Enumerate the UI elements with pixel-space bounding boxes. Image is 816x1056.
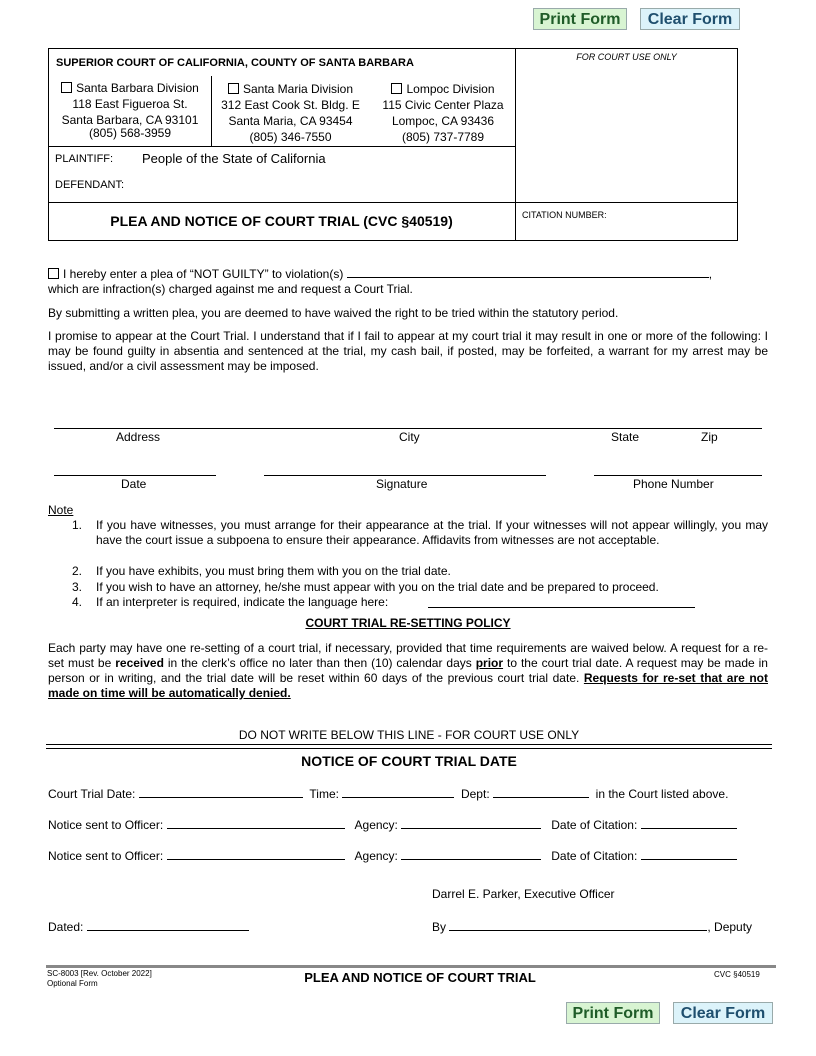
city-label: City xyxy=(399,430,420,444)
division-lompoc: Lompoc Division 115 Civic Center Plaza Lompoc, CA 93436 (805) 737-7789 xyxy=(382,82,504,144)
date-line[interactable] xyxy=(54,475,216,476)
trial-time-field[interactable] xyxy=(342,787,454,798)
court-use-label: FOR COURT USE ONLY xyxy=(576,52,677,62)
print-form-button[interactable]: Print Form xyxy=(566,1002,660,1024)
defendant-label: DEFENDANT: xyxy=(55,179,125,191)
plea-line: I hereby enter a plea of “NOT GUILTY” to violation(s) , xyxy=(48,267,773,281)
agency-field[interactable] xyxy=(401,818,541,829)
signature-label: Signature xyxy=(376,477,428,491)
note-item: If an interpreter is required, indicate the language here: xyxy=(96,595,389,609)
promise-text: I promise to appear at the Court Trial. I understand that if I fail to appear at my court trial it may result in one or more of the following: I may be found guilty in absentia and sentenced at the trial, my cash bail, if posted, may be forfeited, a warrant for my arrest may be issued, and/or a civil assessment may be imposed. xyxy=(48,329,768,373)
plea-line-2: which are infraction(s) charged against me and request a Court Trial. xyxy=(48,282,413,296)
phone-line[interactable] xyxy=(594,475,762,476)
trial-date-field[interactable] xyxy=(139,787,303,798)
date-label: Date xyxy=(121,477,147,491)
address-label: Address xyxy=(116,430,161,444)
footer-code: CVC §40519 xyxy=(714,970,760,979)
form-number: SC-8003 [Rev. October 2022] xyxy=(47,969,152,978)
note-number: 1. xyxy=(72,518,83,532)
court-use-divider-text: DO NOT WRITE BELOW THIS LINE - FOR COURT USE ONLY xyxy=(238,728,580,742)
policy-heading: COURT TRIAL RE-SETTING POLICY xyxy=(305,616,511,630)
court-use-divider xyxy=(46,744,772,749)
note-item: If you wish to have an attorney, he/she must appear with you on the trial date and be prepared to proceed. xyxy=(96,580,659,594)
deputy-row: By , Deputy xyxy=(432,920,753,934)
zip-label: Zip xyxy=(701,430,718,444)
note-item: If you have exhibits, you must bring them with you on the trial date. xyxy=(96,564,451,578)
optional-form: Optional Form xyxy=(47,979,98,988)
note-number: 3. xyxy=(72,580,83,594)
executive-officer: Darrel E. Parker, Executive Officer xyxy=(432,887,615,901)
clear-form-button[interactable]: Clear Form xyxy=(673,1002,773,1024)
state-label: State xyxy=(611,430,640,444)
interpreter-language-field[interactable] xyxy=(428,607,695,608)
notice-officer-row: Notice sent to Officer: Agency: Date of Citation: xyxy=(48,818,737,832)
agency-field[interactable] xyxy=(401,849,541,860)
dept-field[interactable] xyxy=(493,787,589,798)
division-santa-barbara: Santa Barbara Division 118 East Figueroa St. Santa Barbara, CA 93101 (805) 568-3959 xyxy=(61,81,199,140)
violations-field[interactable] xyxy=(347,267,709,278)
santa-maria-checkbox[interactable] xyxy=(228,83,239,94)
form-title: PLEA AND NOTICE OF COURT TRIAL (CVC §40519) xyxy=(110,213,453,229)
caption-rule xyxy=(48,146,515,147)
notice-heading: NOTICE OF COURT TRIAL DATE xyxy=(301,753,517,769)
note-item: If you have witnesses, you must arrange for their appearance at the trial. If your witnesses will not appear willingly, you may have the court issue a subpoena to ensure their appearance. Affidavits from witnesses are not acceptable. xyxy=(96,518,768,547)
santa-barbara-checkbox[interactable] xyxy=(61,82,72,93)
officer-field[interactable] xyxy=(167,849,345,860)
print-form-button[interactable]: Print Form xyxy=(533,8,627,30)
citation-date-field[interactable] xyxy=(641,849,737,860)
citation-label: CITATION NUMBER: xyxy=(522,210,607,220)
address-line[interactable] xyxy=(54,428,762,429)
waiver-text: By submitting a written plea, you are deemed to have waived the right to be tried within the statutory period. xyxy=(48,306,619,320)
plaintiff-label: PLAINTIFF: xyxy=(55,153,114,165)
dated-row: Dated: xyxy=(48,920,249,934)
policy-text: Each party may have one re-setting of a court trial, if necessary, provided that time requirements are waived below. A request for a re-set must be received in the clerk’s office no later than then (10) calendar days prior to the court trial date. A request may be made in person or in writing, and the trial date will be reset within 60 days of the previous court trial date. Requests for re-set that are not made on time will be automatically denied. xyxy=(48,641,768,700)
division-divider xyxy=(211,76,212,146)
clear-form-button[interactable]: Clear Form xyxy=(640,8,740,30)
title-rule xyxy=(48,202,738,203)
footer-title: PLEA AND NOTICE OF COURT TRIAL xyxy=(304,970,536,985)
dated-field[interactable] xyxy=(87,920,249,931)
note-heading: Note xyxy=(48,503,74,517)
not-guilty-checkbox[interactable] xyxy=(48,268,59,279)
signature-line[interactable] xyxy=(264,475,546,476)
notice-officer-row: Notice sent to Officer: Agency: Date of Citation: xyxy=(48,849,737,863)
division-santa-maria: Santa Maria Division 312 East Cook St. Bldg. E Santa Maria, CA 93454 (805) 346-7550 xyxy=(221,82,360,144)
court-name: SUPERIOR COURT OF CALIFORNIA, COUNTY OF SANTA BARBARA xyxy=(56,57,414,69)
footer-rule xyxy=(46,965,776,968)
deputy-field[interactable] xyxy=(449,920,707,931)
plaintiff-value: People of the State of California xyxy=(142,151,326,166)
lompoc-checkbox[interactable] xyxy=(391,83,402,94)
trial-date-row: Court Trial Date: Time: Dept: in the Court listed above. xyxy=(48,787,729,801)
note-number: 4. xyxy=(72,595,83,609)
phone-label: Phone Number xyxy=(633,477,714,491)
note-number: 2. xyxy=(72,564,83,578)
citation-date-field[interactable] xyxy=(641,818,737,829)
citation-number-field[interactable] xyxy=(615,206,733,236)
defendant-field[interactable] xyxy=(130,172,510,192)
officer-field[interactable] xyxy=(167,818,345,829)
